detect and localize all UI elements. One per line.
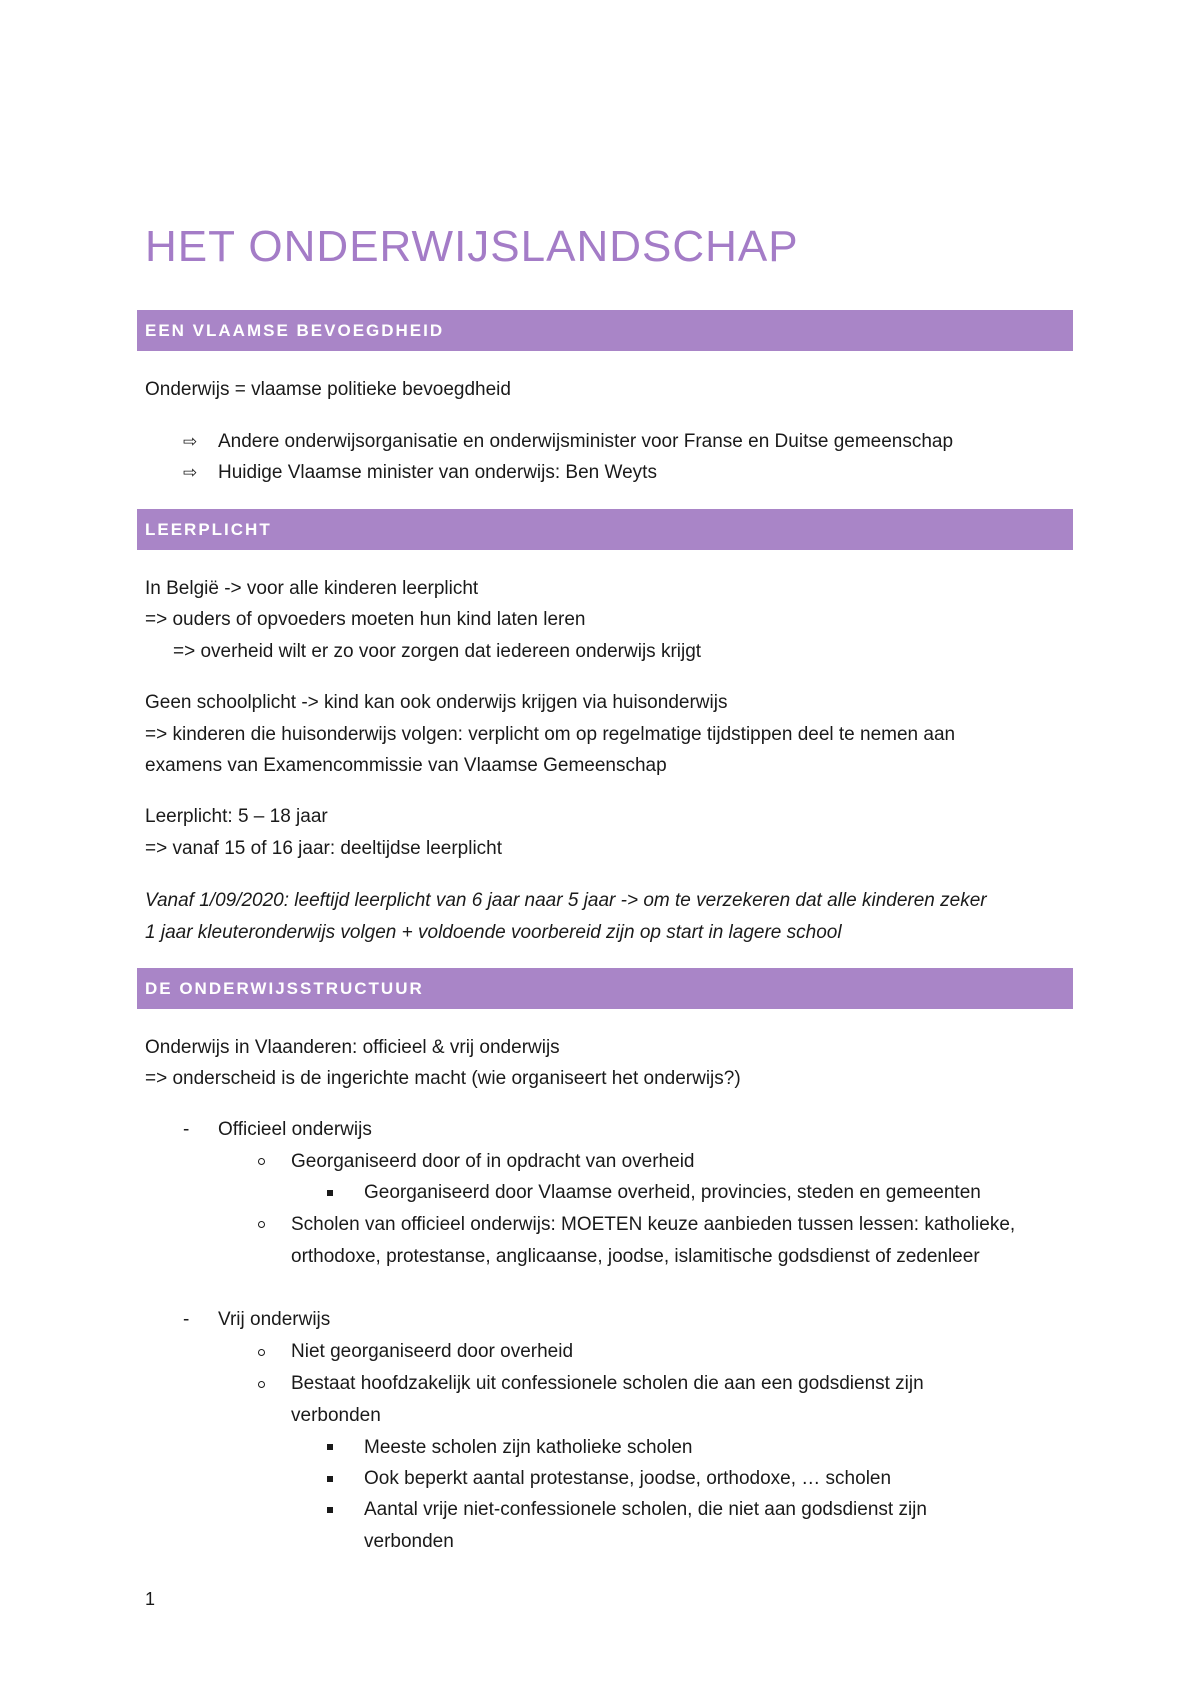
square-bullet	[327, 1444, 333, 1450]
square-bullet	[327, 1507, 333, 1513]
sub-item-continued: verbonden	[291, 1405, 381, 1426]
paragraph-line: => kinderen die huisonderwijs volgen: verplicht om op regelmatige tijdstippen deel te nemen aan	[145, 724, 956, 745]
paragraph-line: Leerplicht: 5 – 18 jaar	[145, 806, 328, 827]
paragraph-line: => overheid wilt er zo voor zorgen dat iedereen onderwijs krijgt	[173, 641, 702, 662]
italic-note-line: 1 jaar kleuteronderwijs volgen + voldoende voorbereid zijn op start in lagere school	[145, 922, 842, 943]
list-item-officieel: Officieel onderwijs	[218, 1119, 372, 1140]
sub-item: Niet georganiseerd door overheid	[291, 1341, 574, 1362]
circle-bullet	[258, 1158, 265, 1165]
arrow-icon: ⇨	[183, 432, 198, 451]
circle-bullet	[258, 1221, 265, 1228]
sub-item: Georganiseerd door of in opdracht van overheid	[291, 1151, 695, 1172]
paragraph-line: Geen schoolplicht -> kind kan ook onderwijs krijgen via huisonderwijs	[145, 692, 728, 713]
circle-bullet	[258, 1349, 265, 1356]
paragraph-line: => ouders of opvoeders moeten hun kind laten leren	[145, 609, 586, 630]
circle-bullet	[258, 1381, 265, 1388]
page-number: 1	[145, 1589, 156, 1609]
arrow-icon: ⇨	[183, 463, 198, 482]
list-item-vrij: Vrij onderwijs	[218, 1309, 331, 1330]
sub-sub-item: Aantal vrije niet-confessionele scholen, die niet aan godsdienst zijn	[364, 1499, 927, 1520]
square-bullet	[327, 1190, 333, 1196]
paragraph-line: => vanaf 15 of 16 jaar: deeltijdse leerplicht	[145, 838, 503, 859]
sub-sub-item: Ook beperkt aantal protestanse, joodse, orthodoxe, … scholen	[364, 1468, 892, 1489]
paragraph-line: Onderwijs = vlaamse politieke bevoegdheid	[145, 379, 511, 400]
paragraph-line: Onderwijs in Vlaanderen: officieel & vrij onderwijs	[145, 1037, 560, 1058]
sub-sub-item: Meeste scholen zijn katholieke scholen	[364, 1437, 693, 1458]
square-bullet	[327, 1476, 333, 1482]
dash-bullet: -	[183, 1119, 190, 1140]
section-heading-onderwijsstructuur: DE ONDERWIJSSTRUCTUUR	[137, 968, 1073, 1009]
paragraph-line: examens van Examencommissie van Vlaamse Gemeenschap	[145, 755, 667, 776]
bullet-text: Andere onderwijsorganisatie en onderwijsminister voor Franse en Duitse gemeenschap	[218, 431, 954, 452]
section-heading-bevoegdheid: EEN VLAAMSE BEVOEGDHEID	[137, 310, 1073, 351]
sub-sub-item: Georganiseerd door Vlaamse overheid, provincies, steden en gemeenten	[364, 1182, 981, 1203]
section-heading-leerplicht: LEERPLICHT	[137, 509, 1073, 550]
italic-note-line: Vanaf 1/09/2020: leeftijd leerplicht van 6 jaar naar 5 jaar -> om te verzekeren dat alle kinderen zeker	[145, 890, 987, 911]
sub-item-continued: orthodoxe, protestanse, anglicaanse, joodse, islamitische godsdienst of zedenleer	[291, 1246, 980, 1267]
sub-item: Bestaat hoofdzakelijk uit confessionele scholen die aan een godsdienst zijn	[291, 1373, 924, 1394]
paragraph-line: In België -> voor alle kinderen leerplicht	[145, 578, 479, 599]
dash-bullet: -	[183, 1309, 190, 1330]
sub-sub-item-continued: verbonden	[364, 1531, 454, 1552]
bullet-text: Huidige Vlaamse minister van onderwijs: Ben Weyts	[218, 462, 657, 483]
paragraph-line: => onderscheid is de ingerichte macht (wie organiseert het onderwijs?)	[145, 1068, 741, 1089]
document-title: HET ONDERWIJSLANDSCHAP	[145, 222, 799, 271]
sub-item: Scholen van officieel onderwijs: MOETEN keuze aanbieden tussen lessen: katholieke,	[291, 1214, 1016, 1235]
